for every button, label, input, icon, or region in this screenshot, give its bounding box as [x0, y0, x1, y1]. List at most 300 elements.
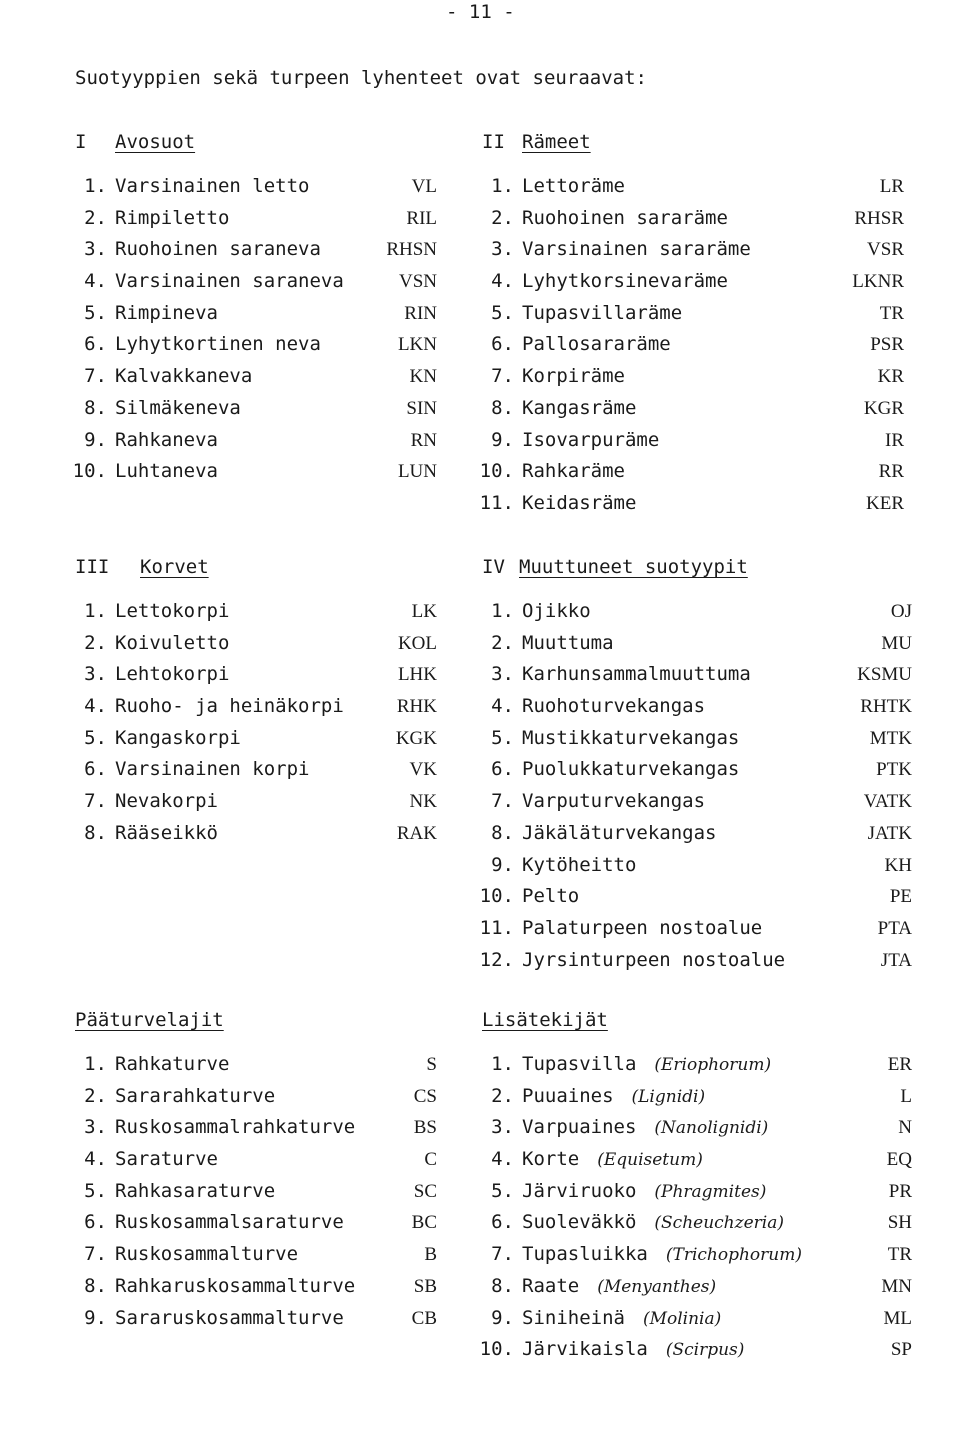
item-number: 6.: [84, 333, 107, 356]
item-name: Varpuaines: [522, 1116, 637, 1139]
item-number: 1.: [491, 1053, 514, 1075]
list-item: [482, 1049, 912, 1081]
item-abbreviation: KN: [409, 366, 437, 388]
item-name-cell: [115, 234, 321, 266]
item-name-cell: [522, 881, 579, 913]
item-name: Kangasräme: [522, 396, 637, 419]
list-item: [482, 298, 904, 330]
list-item: [75, 628, 437, 660]
item-name: Rimpineva: [115, 301, 218, 324]
item-number: 10.: [479, 1338, 514, 1361]
section-heading: [75, 1006, 437, 1037]
item-name-cell: [522, 628, 614, 660]
list-item: [479, 881, 912, 913]
list-item: [482, 818, 912, 850]
section-heading: [482, 1006, 912, 1037]
item-name-cell: [522, 1303, 721, 1336]
item-latin-name: (Phragmites): [654, 1181, 767, 1202]
item-number: 8.: [491, 1274, 514, 1297]
section-title: Korvet: [140, 556, 209, 578]
section-rameet: [479, 128, 904, 520]
item-name-cell: [115, 1049, 229, 1081]
list-item: [75, 234, 437, 266]
item-latin-name: (Molinia): [642, 1308, 722, 1329]
item-name-cell: [522, 691, 705, 723]
list-item: [482, 171, 904, 203]
item-name: Varsinainen korpi: [115, 758, 310, 781]
item-name-cell: [522, 329, 671, 361]
list-item: [479, 913, 912, 945]
item-number: 6.: [491, 758, 514, 781]
item-number: 4.: [491, 1148, 514, 1171]
list-item: [482, 1144, 912, 1176]
item-name: Jyrsinturpeen nostoalue: [522, 948, 786, 971]
item-latin-name: (Eriophorum): [654, 1055, 772, 1075]
list-item: [75, 361, 437, 393]
item-number: 6.: [491, 333, 514, 356]
item-number: 10.: [72, 460, 107, 483]
item-abbreviation: C: [424, 1149, 437, 1171]
item-number: 10.: [479, 885, 514, 908]
item-latin-name: (Equisetum): [597, 1150, 703, 1171]
list-item: [482, 1271, 912, 1303]
item-abbreviation: RHTK: [860, 696, 912, 718]
item-number: 7.: [84, 365, 107, 388]
item-name-cell: [115, 361, 252, 393]
item-abbreviation: TR: [887, 1244, 912, 1266]
item-number: 9.: [491, 853, 514, 876]
item-name-cell: [115, 425, 218, 457]
item-abbreviation: KOL: [397, 632, 437, 654]
list-item: [75, 723, 437, 755]
item-number: 2.: [491, 206, 514, 229]
list-item: [479, 456, 904, 488]
item-number: 11.: [479, 491, 514, 514]
item-abbreviation: IR: [885, 429, 904, 451]
item-name-cell: [115, 628, 229, 660]
item-name-cell: [115, 171, 309, 203]
item-abbreviation: CS: [413, 1085, 437, 1107]
item-name-cell: [522, 818, 716, 850]
list-item: [75, 266, 437, 298]
item-name-cell: [522, 171, 625, 203]
item-abbreviation: SP: [890, 1339, 912, 1361]
list-item: [482, 1239, 912, 1271]
item-name-cell: [522, 488, 636, 520]
item-name-cell: [522, 234, 751, 266]
item-number: 5.: [84, 301, 107, 324]
item-name-cell: [522, 298, 682, 330]
item-abbreviation: SIN: [406, 397, 437, 419]
item-number: 7.: [84, 790, 107, 813]
item-number: 10.: [479, 460, 514, 483]
list-item: [75, 1112, 437, 1144]
item-name-cell: [522, 1081, 705, 1114]
item-number: 4.: [84, 695, 107, 718]
item-abbreviation: EQ: [886, 1149, 912, 1171]
item-number: 8.: [491, 396, 514, 419]
item-name: Ruohoinen saraneva: [115, 238, 321, 261]
item-name: Rahkasaraturve: [115, 1179, 276, 1202]
item-name-cell: [115, 1081, 275, 1113]
item-name: Lyhytkortinen neva: [115, 333, 321, 356]
list-item: [482, 425, 904, 457]
item-name: Rahkaruskosammalturve: [115, 1274, 356, 1297]
list-item: [482, 361, 904, 393]
item-abbreviation: OJ: [890, 601, 912, 622]
item-name: Sararuskosammalturve: [115, 1306, 344, 1329]
item-name: Karhunsammalmuuttuma: [522, 663, 751, 686]
item-abbreviation: B: [424, 1244, 437, 1266]
item-name-cell: [522, 1334, 744, 1367]
list-item: [75, 754, 437, 786]
item-name-cell: [115, 1207, 344, 1239]
item-abbreviation: SB: [413, 1275, 437, 1297]
list-item: [75, 596, 437, 628]
item-abbreviation: RAK: [396, 822, 437, 844]
item-name: Rahkaräme: [522, 460, 625, 483]
section-korvet: [75, 553, 437, 850]
item-name-cell: [115, 1176, 275, 1208]
item-abbreviation: RR: [878, 461, 904, 483]
list-item: [75, 203, 437, 235]
item-number: 5.: [84, 726, 107, 749]
item-name-cell: [522, 456, 625, 488]
item-number: 5.: [84, 1179, 107, 1202]
section-heading: [75, 128, 437, 159]
item-name: Järviruoko: [522, 1179, 637, 1202]
item-name: Ruohoturvekangas: [522, 695, 706, 718]
list-item: [482, 1112, 912, 1144]
item-number: 6.: [491, 1211, 514, 1234]
item-latin-name: (Nanolignidi): [654, 1118, 769, 1139]
item-name: Kytöheitto: [522, 853, 637, 876]
list-item: [482, 691, 912, 723]
item-abbreviation: PSR: [870, 334, 904, 356]
list-item: [482, 203, 904, 235]
page-number: - 11 -: [446, 1, 515, 23]
item-name: Korpiräme: [522, 365, 625, 388]
item-abbreviation: VATK: [863, 791, 912, 813]
list-item: [482, 1081, 912, 1113]
item-name-cell: [115, 456, 218, 488]
item-number: 1.: [84, 1053, 107, 1075]
item-number: 9.: [84, 1306, 107, 1329]
item-abbreviation: TR: [879, 302, 904, 324]
item-name: Koivuletto: [115, 631, 230, 654]
item-abbreviation: VSN: [398, 271, 437, 293]
item-abbreviation: BC: [411, 1212, 437, 1234]
item-name: Kangaskorpi: [115, 726, 241, 749]
item-name-cell: [115, 1239, 298, 1271]
item-name-cell: [522, 393, 636, 425]
section-title: Pääturvelajit: [75, 1009, 224, 1031]
item-abbreviation: MTK: [869, 727, 912, 749]
list-item: [75, 691, 437, 723]
list-item: [479, 488, 904, 520]
item-abbreviation: JTA: [880, 949, 912, 971]
item-number: 3.: [491, 663, 514, 686]
item-abbreviation: LK: [411, 601, 437, 622]
item-abbreviation: RIN: [404, 302, 437, 324]
list-item: [482, 659, 912, 691]
item-latin-name: (Trichophorum): [665, 1245, 802, 1266]
list-item: [75, 1303, 437, 1335]
item-name: Puolukkaturvekangas: [522, 758, 740, 781]
item-name-cell: [522, 659, 751, 691]
item-name-cell: [115, 203, 229, 235]
list-item: [75, 1271, 437, 1303]
item-number: 1.: [84, 175, 107, 197]
item-name: Pelto: [522, 885, 580, 908]
item-abbreviation: CB: [411, 1307, 437, 1329]
list-item: [482, 850, 912, 882]
section-paaturvelajit: [75, 1006, 437, 1334]
item-name-cell: [522, 1144, 703, 1177]
item-latin-name: (Menyanthes): [597, 1276, 717, 1297]
item-number: 4.: [84, 270, 107, 293]
item-name: Jäkäläturvekangas: [522, 821, 717, 844]
section-heading: [482, 128, 904, 159]
item-name: Palaturpeen nostoalue: [522, 916, 763, 939]
item-abbreviation: PTA: [877, 917, 912, 939]
item-name: Ojikko: [522, 600, 591, 622]
section-roman-numeral: IV: [482, 556, 505, 578]
item-name: Varputurvekangas: [522, 790, 706, 813]
item-name-cell: [522, 723, 739, 755]
item-name: Rahkaneva: [115, 428, 218, 451]
item-name-cell: [115, 1144, 218, 1176]
item-name: Tupasluikka: [522, 1243, 648, 1266]
list-item: [482, 1176, 912, 1208]
list-item: [482, 596, 912, 628]
item-name: Ruohoinen sararäme: [522, 206, 728, 229]
list-item: [482, 266, 904, 298]
item-number: 11.: [479, 916, 514, 939]
section-heading: [482, 553, 912, 584]
item-abbreviation: KGR: [863, 397, 904, 419]
item-name: Varsinainen saraneva: [115, 270, 344, 293]
item-number: 3.: [84, 663, 107, 686]
section-muuttuneet: [479, 553, 912, 976]
item-number: 5.: [491, 301, 514, 324]
list-item: [482, 786, 912, 818]
item-name-cell: [522, 945, 785, 977]
list-item: [75, 393, 437, 425]
item-name-cell: [115, 266, 344, 298]
section-heading: [75, 553, 437, 584]
item-number: 12.: [479, 948, 514, 971]
item-name: Silmäkeneva: [115, 396, 241, 419]
list-item: [479, 1334, 912, 1366]
item-number: 1.: [491, 175, 514, 197]
section-avosuot: [72, 128, 437, 488]
item-abbreviation: ML: [883, 1307, 912, 1329]
list-item: [75, 298, 437, 330]
section-title: Muuttuneet suotyypit: [519, 556, 748, 578]
item-number: 5.: [491, 1179, 514, 1202]
item-number: 9.: [491, 1306, 514, 1329]
list-item: [75, 1081, 437, 1113]
item-abbreviation: KR: [877, 366, 904, 388]
item-name: Luhtaneva: [115, 460, 218, 483]
item-name: Varsinainen letto: [115, 175, 310, 197]
item-abbreviation: S: [426, 1054, 437, 1075]
item-abbreviation: KGK: [395, 727, 437, 749]
item-abbreviation: JATK: [867, 822, 912, 844]
item-abbreviation: LR: [879, 176, 904, 197]
item-number: 3.: [84, 1116, 107, 1139]
item-number: 3.: [491, 1116, 514, 1139]
section-lisatekijat: [479, 1006, 912, 1366]
item-number: 3.: [491, 238, 514, 261]
item-abbreviation: PE: [889, 886, 912, 908]
item-name-cell: [115, 786, 218, 818]
item-name-cell: [115, 1303, 344, 1335]
item-name: Järvikaisla: [522, 1338, 648, 1361]
item-name: Sararahkaturve: [115, 1084, 276, 1107]
item-number: 2.: [84, 206, 107, 229]
item-abbreviation: RHSN: [386, 239, 437, 261]
list-item: [482, 393, 904, 425]
item-abbreviation: RHSR: [854, 207, 904, 229]
item-abbreviation: KER: [866, 492, 904, 514]
item-abbreviation: KSMU: [857, 664, 912, 686]
item-number: 1.: [491, 600, 514, 622]
item-abbreviation: KH: [884, 854, 912, 876]
item-name: Kalvakkaneva: [115, 365, 253, 388]
item-abbreviation: BS: [413, 1117, 437, 1139]
item-number: 4.: [491, 270, 514, 293]
item-name-cell: [522, 1112, 768, 1145]
item-number: 2.: [491, 1084, 514, 1107]
list-item: [482, 1207, 912, 1239]
item-number: 1.: [84, 600, 107, 622]
item-name-cell: [115, 596, 229, 628]
item-abbreviation: NK: [409, 791, 437, 813]
list-item: [482, 723, 912, 755]
item-name: Rääseikkö: [115, 821, 218, 844]
list-item: [482, 234, 904, 266]
item-name: Isovarpuräme: [522, 428, 660, 451]
section-title: Avosuot: [115, 131, 196, 153]
item-number: 4.: [491, 695, 514, 718]
item-name-cell: [522, 913, 762, 945]
section-title: Rämeet: [522, 131, 591, 153]
item-name: Saraturve: [115, 1148, 218, 1171]
item-number: 6.: [84, 758, 107, 781]
item-number: 8.: [84, 1274, 107, 1297]
item-number: 7.: [491, 365, 514, 388]
item-abbreviation: LKNR: [852, 271, 904, 293]
item-name: Mustikkaturvekangas: [522, 726, 740, 749]
list-item: [482, 628, 912, 660]
item-abbreviation: VSR: [867, 239, 904, 261]
item-abbreviation: PR: [888, 1180, 912, 1202]
item-abbreviation: RN: [410, 429, 437, 451]
item-abbreviation: LHK: [397, 664, 437, 686]
item-abbreviation: L: [900, 1085, 912, 1107]
list-item: [75, 1239, 437, 1271]
item-name-cell: [115, 329, 321, 361]
item-number: 3.: [84, 238, 107, 261]
item-abbreviation: PTK: [876, 759, 912, 781]
item-name: Suoleväkkö: [522, 1211, 637, 1234]
item-name-cell: [522, 850, 636, 882]
item-latin-name: (Lignidi): [631, 1086, 706, 1107]
list-item: [75, 659, 437, 691]
item-number: 8.: [84, 396, 107, 419]
item-number: 2.: [84, 1084, 107, 1107]
item-name: Rahkaturve: [115, 1053, 230, 1075]
list-item: [479, 945, 912, 977]
section-title: Lisätekijät: [482, 1009, 608, 1031]
item-name-cell: [522, 266, 728, 298]
list-item: [75, 1207, 437, 1239]
item-name-cell: [522, 203, 728, 235]
item-number: 7.: [491, 790, 514, 813]
list-item: [482, 329, 904, 361]
item-name-cell: [115, 754, 309, 786]
item-name: Raate: [522, 1274, 580, 1297]
list-item: [482, 754, 912, 786]
item-name: Tupasvilla: [522, 1053, 637, 1075]
item-number: 8.: [84, 821, 107, 844]
item-number: 9.: [84, 428, 107, 451]
item-abbreviation: LUN: [397, 461, 437, 483]
item-latin-name: (Scheuchzeria): [654, 1213, 784, 1234]
item-number: 4.: [84, 1148, 107, 1171]
item-abbreviation: LKN: [397, 334, 437, 356]
section-roman-numeral: I: [75, 131, 87, 153]
item-name: Keidasräme: [522, 491, 637, 514]
item-name: Nevakorpi: [115, 790, 218, 813]
item-name-cell: [522, 1271, 716, 1304]
item-number: 7.: [84, 1243, 107, 1266]
item-name-cell: [522, 1176, 766, 1209]
item-name: Ruskosammalsaraturve: [115, 1211, 344, 1234]
item-number: 2.: [84, 631, 107, 654]
item-latin-name: (Scirpus): [665, 1340, 745, 1361]
item-number: 7.: [491, 1243, 514, 1266]
item-name-cell: [115, 298, 218, 330]
list-item: [75, 171, 437, 203]
item-number: 2.: [491, 631, 514, 654]
item-name: Ruskosammalrahkaturve: [115, 1116, 356, 1139]
item-name-cell: [115, 659, 229, 691]
item-name-cell: [115, 1112, 355, 1144]
item-name: Ruoho- ja heinäkorpi: [115, 695, 344, 718]
item-name-cell: [115, 723, 241, 755]
item-name: Puuaines: [522, 1084, 614, 1107]
item-abbreviation: MN: [881, 1275, 912, 1297]
item-abbreviation: MU: [881, 632, 912, 654]
item-name-cell: [522, 1049, 771, 1082]
item-name: Muuttuma: [522, 631, 614, 654]
item-abbreviation: RIL: [406, 207, 437, 229]
item-name-cell: [522, 361, 625, 393]
list-item: [75, 1176, 437, 1208]
item-name-cell: [522, 786, 705, 818]
item-name: Rimpiletto: [115, 206, 230, 229]
item-name-cell: [522, 425, 659, 457]
list-item: [75, 786, 437, 818]
item-name-cell: [115, 818, 218, 850]
item-number: 8.: [491, 821, 514, 844]
item-abbreviation: N: [898, 1117, 912, 1139]
item-name: Tupasvillaräme: [522, 301, 683, 324]
item-name: Ruskosammalturve: [115, 1243, 299, 1266]
